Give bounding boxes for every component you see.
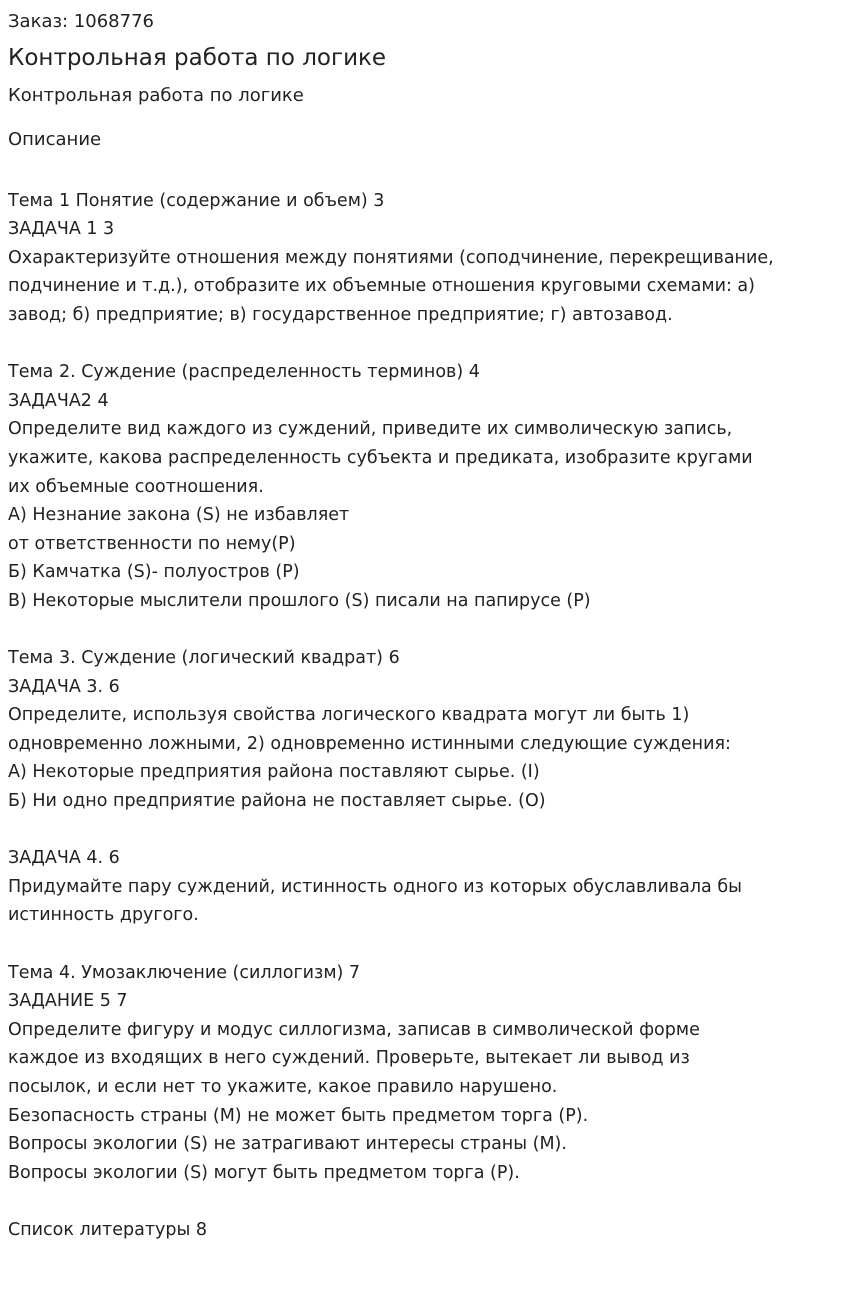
text-line: ЗАДАЧА 4. 6 (8, 848, 120, 869)
blank-line (8, 158, 839, 187)
text-line: Тема 3. Суждение (логический квадрат) 6 (8, 648, 400, 669)
text-line: одновременно ложными, 2) одновременно истинными следующие суждения: (8, 733, 731, 754)
text-line: А) Некоторые предприятия района поставляют сырье. (I) (8, 762, 540, 783)
blank-line (8, 330, 839, 359)
page-subtitle: Контрольная работа по логике (8, 85, 304, 106)
text-line: А) Незнание закона (S) не избавляет (8, 505, 350, 526)
text-line: Вопросы экологии (S) могут быть предметом торга (Р). (8, 1162, 520, 1183)
text-line: ЗАДАЧА 3. 6 (8, 676, 120, 697)
text-line: от ответственности по нему(Р) (8, 533, 296, 554)
text-line: Определите, используя свойства логического квадрата могут ли быть 1) (8, 705, 690, 726)
text-line: Вопросы экологии (S) не затрагивают интересы страны (М). (8, 1134, 567, 1155)
text-line: ЗАДАЧА2 4 (8, 390, 109, 411)
text-line: завод; б) предприятие; в) государственное предприятие; г) автозавод. (8, 304, 673, 325)
text-line: Безопасность страны (М) не может быть предметом торга (Р). (8, 1105, 589, 1126)
text-line: Тема 1 Понятие (содержание и объем) 3 (8, 190, 385, 211)
text-line: Придумайте пару суждений, истинность одного из которых обуславливала бы (8, 876, 742, 897)
blank-line (8, 930, 839, 959)
text-line: подчинение и т.д.), отобразите их объемные отношения круговыми схемами: а) (8, 276, 755, 297)
page-title: Контрольная работа по логике (8, 45, 387, 71)
blank-line (8, 616, 839, 645)
text-line: Б) Ни одно предприятие района не поставляет сырье. (О) (8, 791, 546, 812)
text-line: ЗАДАЧА 1 3 (8, 219, 115, 240)
text-line: Список литературы 8 (8, 1219, 208, 1240)
text-line: Определите фигуру и модус силлогизма, записав в символической форме (8, 1019, 700, 1040)
text-line: истинность другого. (8, 905, 199, 926)
text-line: укажите, какова распределенность субъекта и предиката, изобразите кругами (8, 447, 753, 468)
text-line: посылок, и если нет то укажите, какое правило нарушено. (8, 1077, 558, 1097)
text-line: их объемные соотношения. (8, 476, 264, 497)
text-line: каждое из входящих в него суждений. Проверьте, вытекает ли вывод из (8, 1048, 690, 1069)
text-line: Б) Камчатка (S)- полуостров (Р) (8, 562, 300, 583)
order-number: Заказ: 1068776 (8, 11, 154, 32)
text-line: ЗАДАНИЕ 5 7 (8, 991, 128, 1012)
blank-line (8, 1187, 839, 1216)
text-line: Тема 4. Умозаключение (силлогизм) 7 (8, 962, 361, 983)
description-body (8, 158, 839, 1245)
text-line: Охарактеризуйте отношения между понятиями (соподчинение, перекрещивание, (8, 247, 774, 268)
description-heading: Описание (8, 129, 102, 150)
text-line: Тема 2. Суждение (распределенность терминов) 4 (8, 362, 480, 383)
text-line: В) Некоторые мыслители прошлого (S) писали на папирусе (Р) (8, 590, 591, 611)
blank-line (8, 816, 839, 845)
text-line: Определите вид каждого из суждений, приведите их символическую запись, (8, 419, 733, 440)
